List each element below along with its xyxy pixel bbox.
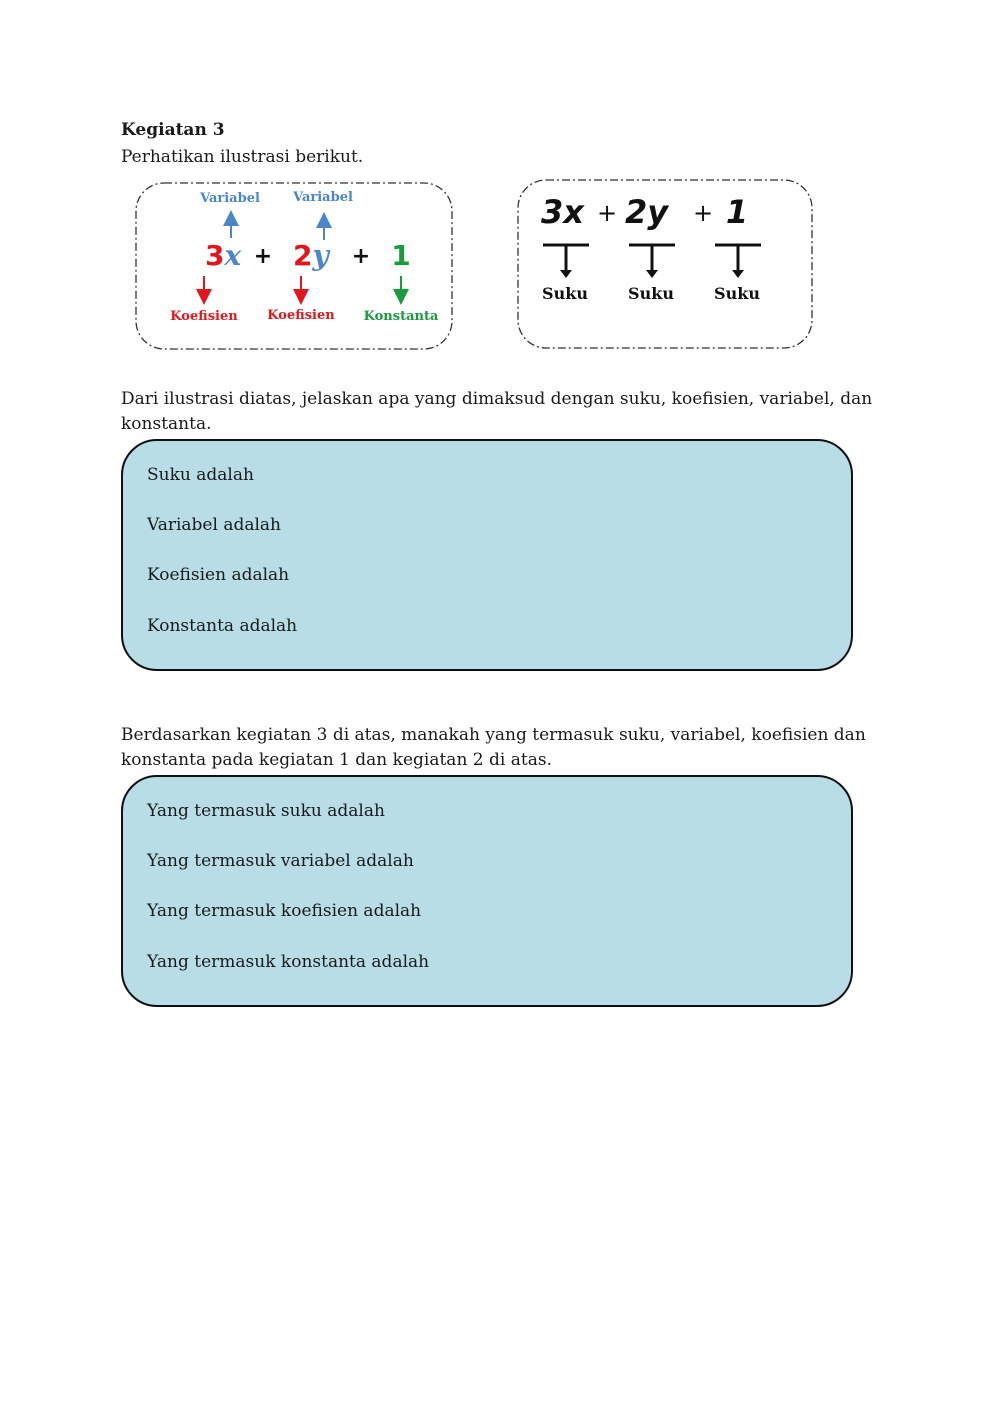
answer-line-suku[interactable]: Suku adalah [147,465,254,485]
answer-line-termasuk-variabel[interactable]: Yang termasuk variabel adalah [147,851,414,871]
answer-line-termasuk-koefisien[interactable]: Yang termasuk koefisien adalah [147,901,422,921]
term-2y: 2y [625,193,669,231]
svg-text:3x [205,239,241,272]
label-variabel-1: Variabel [200,191,260,206]
label-suku-2: Suku [628,284,674,303]
term-brackets [543,245,761,273]
variable-y: y [312,239,329,272]
illustration-left [133,180,455,352]
answer-line-termasuk-suku[interactable]: Yang termasuk suku adalah [147,801,385,821]
plus-sign-1: + [253,244,273,269]
question-2: Berdasarkan kegiatan 3 di atas, manakah yang termasuk suku, variabel, koefisien dan konstanta pada kegiatan 1 dan kegiatan 2 di atas. [121,725,866,770]
intro-text: Perhatikan ilustrasi berikut. [121,147,364,167]
plus-sign-2: + [351,244,371,269]
label-suku-1: Suku [542,284,588,303]
coefficient-2: 2 [293,239,313,272]
svg-text:2y [293,239,330,272]
label-variabel-2: Variabel [293,190,353,205]
label-koefisien-2: Koefisien [267,308,335,323]
variable-x: x [224,239,242,272]
term-arrowheads [560,270,744,278]
answer-line-termasuk-konstanta[interactable]: Yang termasuk konstanta adalah [147,952,430,972]
plus-sign-4: + [692,199,714,227]
answer-line-variabel[interactable]: Variabel adalah [147,515,282,535]
answer-box-2[interactable] [121,775,853,1007]
label-suku-3: Suku [714,284,760,303]
illustration-right [515,177,815,351]
plus-sign-3: + [596,199,618,227]
answer-line-konstanta[interactable]: Konstanta adalah [147,616,298,636]
label-koefisien-1: Koefisien [170,309,238,324]
coefficient-3: 3 [205,239,225,272]
activity-heading: Kegiatan 3 [121,120,225,140]
term-1: 1 [725,193,749,231]
answer-line-koefisien[interactable]: Koefisien adalah [147,565,290,585]
constant-1: 1 [391,239,411,272]
label-konstanta: Konstanta [363,309,439,324]
answer-box-1[interactable] [121,439,853,671]
term-3x: 3x [541,193,584,231]
question-1: Dari ilustrasi diatas, jelaskan apa yang dimaksud dengan suku, koefisien, variabel, dan konstanta. [121,389,873,434]
